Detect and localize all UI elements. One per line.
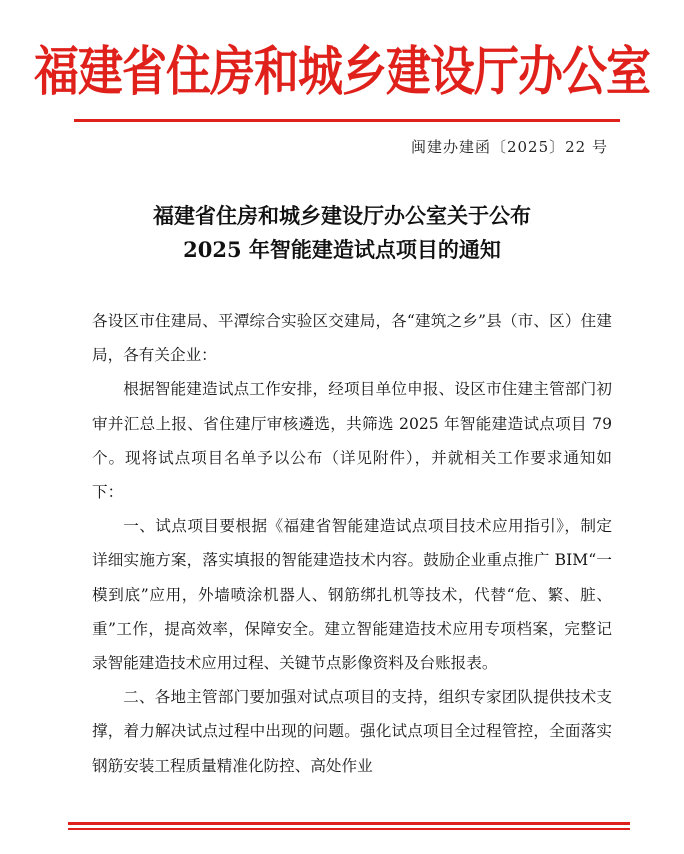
notice-title-line-2: 2025 年智能建造试点项目的通知 — [183, 237, 501, 262]
issuing-organization-masthead: 福建省住房和城乡建设厅办公室 — [33, 40, 650, 103]
intro-paragraph: 根据智能建造试点工作安排，经项目单位申报、设区市住建主管部门初审并汇总上报、省住建厅审核遴选，共筛选 2025 年智能建造试点项目 79 个。现将试点项目名单予以公布（详见附件），并就相关工作要求通知如下： — [92, 380, 612, 502]
requirement-item-2: 二、各地主管部门要加强对试点项目的支持，组织专家团队提供技术支撑，着力解决试点过程中出现的问题。强化试点项目全过程管控，全面落实钢筋安装工程质量精准化防控、高处作业 — [92, 688, 612, 775]
requirement-item-1: 一、试点项目要根据《福建省智能建造试点项目技术应用指引》，制定详细实施方案，落实填报的智能建造技术内容。鼓励企业重点推广 BIM“一模到底”应用，外墙喷涂机器人、钢筋绑扎机等技术，代替“危、繁、脏、重”工作，提高效率，保障安全。建立智能建造技术应用专项档案，完整记录智能建造技术应用过程、关键节点影像资料及台账报表。 — [92, 517, 612, 673]
footer-red-line-thin — [68, 828, 630, 830]
notice-body — [92, 304, 612, 783]
footer-red-line-thick — [68, 822, 630, 825]
red-divider-line — [74, 119, 620, 122]
document-number: 闽建办建函〔2025〕22 号 — [410, 138, 608, 156]
addressee-paragraph: 各设区市住建局、平潭综合实验区交建局，各“建筑之乡”县（市、区）住建局，各有关企业： — [92, 312, 612, 365]
notice-title-line-1: 福建省住房和城乡建设厅办公室关于公布 — [153, 203, 531, 228]
